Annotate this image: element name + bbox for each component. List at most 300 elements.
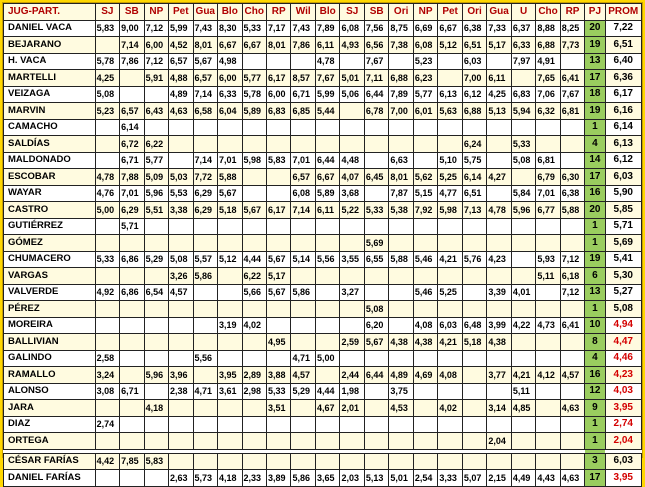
average-cell: 5,41 [605,251,641,268]
rating-cell: 5,94 [511,103,535,120]
player-name: ORTEGA [4,433,96,450]
table-row [4,470,642,487]
rating-cell: 7,33 [487,20,511,37]
rating-cell [169,119,193,136]
rating-cell [120,301,144,318]
rating-cell: 5,14 [291,251,315,268]
rating-cell: 7,06 [536,86,560,103]
rating-cell: 2,89 [242,367,266,384]
rating-cell [169,136,193,153]
rating-cell [95,136,119,153]
rating-cell: 7,11 [364,70,388,87]
rating-cell: 5,99 [315,86,339,103]
rating-cell [144,268,168,285]
rating-cell: 6,11 [487,70,511,87]
rating-cell: 5,12 [438,37,462,54]
rating-cell [291,301,315,318]
rating-cell [438,268,462,285]
rating-cell: 5,67 [266,284,290,301]
rating-cell: 5,86 [193,268,217,285]
rating-cell: 4,52 [169,37,193,54]
average-cell: 4,46 [605,350,641,367]
average-cell: 5,85 [605,202,641,219]
rating-cell [340,235,364,252]
rating-cell [120,70,144,87]
rating-cell [144,301,168,318]
rating-cell: 2,44 [340,367,364,384]
rating-cell: 7,00 [389,103,413,120]
rating-cell: 5,33 [511,136,535,153]
rating-cell [291,119,315,136]
rating-cell [193,433,217,450]
rating-cell [95,268,119,285]
rating-cell: 5,91 [144,70,168,87]
player-name: GÓMEZ [4,235,96,252]
player-name: DANIEL FARÍAS [4,470,96,487]
rating-cell: 5,88 [218,169,242,186]
rating-cell: 6,81 [560,103,584,120]
rating-cell: 4,08 [413,317,437,334]
column-header-match: NP [144,4,168,21]
table-row [4,53,642,70]
rating-cell: 6,54 [144,284,168,301]
rating-cell: 4,95 [266,334,290,351]
rating-cell [144,218,168,235]
rating-cell: 3,65 [315,470,339,487]
table-row [4,20,642,37]
rating-cell [193,235,217,252]
rating-cell [413,136,437,153]
average-cell: 4,03 [605,383,641,400]
rating-cell: 3,55 [340,251,364,268]
rating-cell [560,334,584,351]
rating-cell: 4,57 [291,367,315,384]
table-row [4,383,642,400]
player-name: CÉSAR FARÍAS [4,453,96,470]
table-row [4,37,642,54]
rating-cell [438,416,462,433]
rating-cell: 2,03 [340,470,364,487]
rating-cell [291,53,315,70]
rating-cell: 4,25 [95,70,119,87]
column-header-match: Ori [462,4,486,21]
rating-cell [95,301,119,318]
rating-cell [315,433,339,450]
column-header-match: Gua [193,4,217,21]
rating-cell [193,416,217,433]
rating-cell [389,268,413,285]
table-row [4,218,642,235]
rating-cell: 5,13 [487,103,511,120]
rating-cell: 4,07 [340,169,364,186]
rating-cell [120,433,144,450]
average-cell: 5,30 [605,268,641,285]
rating-cell: 5,06 [340,86,364,103]
average-cell: 6,14 [605,119,641,136]
rating-cell [193,453,217,470]
rating-cell [95,119,119,136]
rating-cell [95,334,119,351]
rating-cell [462,268,486,285]
games-played-cell: 1 [585,119,605,136]
rating-cell: 4,67 [315,400,339,417]
rating-cell: 5,01 [340,70,364,87]
rating-cell: 5,38 [389,202,413,219]
rating-cell: 5,09 [144,169,168,186]
rating-cell [511,119,535,136]
rating-cell: 2,59 [340,334,364,351]
rating-cell: 5,67 [218,185,242,202]
rating-cell: 4,57 [560,367,584,384]
player-name: H. VACA [4,53,96,70]
player-name: MARVIN [4,103,96,120]
rating-cell: 5,23 [413,53,437,70]
rating-cell: 6,29 [193,185,217,202]
rating-cell [242,416,266,433]
rating-cell [560,416,584,433]
rating-cell [218,416,242,433]
rating-cell: 5,83 [95,20,119,37]
rating-cell [340,416,364,433]
rating-cell [536,218,560,235]
rating-cell [462,400,486,417]
rating-cell: 3,61 [218,383,242,400]
rating-cell [438,53,462,70]
rating-cell: 5,07 [462,470,486,487]
average-cell: 6,03 [605,169,641,186]
rating-cell: 7,65 [536,70,560,87]
table-row [4,169,642,186]
rating-cell: 6,88 [389,70,413,87]
rating-cell: 5,56 [193,350,217,367]
rating-cell [511,433,535,450]
rating-cell: 6,33 [218,86,242,103]
player-name: GUTIÉRREZ [4,218,96,235]
rating-cell: 2,58 [95,350,119,367]
table-row [4,202,642,219]
rating-cell [242,400,266,417]
rating-cell [364,119,388,136]
rating-cell: 4,43 [536,470,560,487]
rating-cell [438,453,462,470]
rating-cell: 4,23 [487,251,511,268]
rating-cell: 5,75 [462,152,486,169]
rating-cell: 5,33 [242,20,266,37]
average-cell: 3,95 [605,470,641,487]
rating-cell [120,400,144,417]
rating-cell: 6,71 [120,383,144,400]
rating-cell [193,334,217,351]
rating-cell: 7,12 [560,251,584,268]
rating-cell [340,317,364,334]
rating-cell: 5,03 [169,169,193,186]
average-cell: 6,36 [605,70,641,87]
games-played-cell: 10 [585,317,605,334]
rating-cell [266,119,290,136]
rating-cell: 6,12 [462,86,486,103]
player-name: BEJARANO [4,37,96,54]
rating-cell: 6,14 [120,119,144,136]
rating-cell: 7,13 [462,202,486,219]
rating-cell [462,119,486,136]
average-cell: 5,69 [605,235,641,252]
rating-cell: 5,57 [193,251,217,268]
rating-cell: 5,29 [291,383,315,400]
games-played-cell: 6 [585,268,605,285]
rating-cell [315,317,339,334]
rating-cell [193,119,217,136]
rating-cell: 4,38 [413,334,437,351]
rating-cell: 5,77 [144,152,168,169]
rating-cell [340,301,364,318]
rating-cell [315,218,339,235]
rating-cell [120,367,144,384]
column-header-match: Pet [438,4,462,21]
rating-cell: 4,21 [438,251,462,268]
rating-cell [266,218,290,235]
rating-cell [144,350,168,367]
rating-cell [560,301,584,318]
rating-cell: 4,21 [511,367,535,384]
rating-cell: 1,98 [340,383,364,400]
table-row [4,367,642,384]
games-played-cell: 19 [585,37,605,54]
rating-cell [462,235,486,252]
rating-cell [340,453,364,470]
rating-cell [315,119,339,136]
rating-cell: 5,08 [511,152,535,169]
table-row [4,433,642,450]
rating-cell [413,416,437,433]
rating-cell: 5,63 [438,103,462,120]
rating-cell [438,218,462,235]
rating-cell [144,470,168,487]
rating-cell: 4,44 [242,251,266,268]
rating-cell: 6,44 [364,86,388,103]
rating-cell [487,453,511,470]
rating-cell [462,416,486,433]
rating-cell [266,433,290,450]
rating-cell [95,235,119,252]
games-played-cell: 4 [585,136,605,153]
column-header-match: Cho [536,4,560,21]
rating-cell: 8,01 [389,169,413,186]
rating-cell [95,400,119,417]
rating-cell: 4,98 [218,53,242,70]
rating-cell: 6,23 [413,70,437,87]
rating-cell: 5,23 [95,103,119,120]
rating-cell: 5,77 [242,70,266,87]
rating-cell: 4,53 [389,400,413,417]
rating-cell [120,334,144,351]
rating-cell: 4,69 [413,367,437,384]
rating-cell: 5,51 [144,202,168,219]
rating-cell [487,136,511,153]
rating-cell: 5,25 [438,284,462,301]
rating-cell [438,383,462,400]
rating-cell [389,136,413,153]
rating-cell: 8,88 [536,20,560,37]
column-header-match: Wil [291,4,315,21]
rating-cell [389,218,413,235]
rating-cell [144,235,168,252]
rating-cell: 3,96 [169,367,193,384]
rating-cell: 6,88 [462,103,486,120]
rating-cell [340,136,364,153]
player-name: GALINDO [4,350,96,367]
rating-cell [389,317,413,334]
rating-cell [560,119,584,136]
rating-cell: 6,00 [266,86,290,103]
rating-cell: 4,78 [487,202,511,219]
rating-cell [413,119,437,136]
average-cell: 6,17 [605,86,641,103]
player-name: VARGAS [4,268,96,285]
rating-cell: 5,69 [364,235,388,252]
rating-cell: 7,72 [193,169,217,186]
rating-cell: 5,84 [511,185,535,202]
rating-cell [169,317,193,334]
rating-cell [487,268,511,285]
rating-cell [218,119,242,136]
rating-cell [511,70,535,87]
rating-cell [536,334,560,351]
rating-cell: 6,20 [364,317,388,334]
rating-cell: 2,98 [242,383,266,400]
rating-cell: 5,73 [193,470,217,487]
rating-cell: 6,86 [120,284,144,301]
rating-cell: 7,01 [120,185,144,202]
average-cell: 4,94 [605,317,641,334]
table-row [4,235,642,252]
rating-cell: 3,51 [266,400,290,417]
rating-cell: 6,72 [120,136,144,153]
rating-cell [218,400,242,417]
rating-cell: 4,38 [389,334,413,351]
column-header-match: SB [364,4,388,21]
player-name: ESCOBAR [4,169,96,186]
rating-cell: 4,49 [511,470,535,487]
rating-cell [242,235,266,252]
player-name: MARTELLI [4,70,96,87]
rating-cell: 7,14 [193,86,217,103]
rating-cell [487,185,511,202]
rating-cell: 5,56 [315,251,339,268]
table-row [4,152,642,169]
rating-cell [193,136,217,153]
rating-cell: 7,14 [120,37,144,54]
rating-cell: 7,14 [291,202,315,219]
column-header-player: JUG-PART. [4,4,96,21]
rating-cell: 5,00 [95,202,119,219]
average-cell: 5,27 [605,284,641,301]
rating-cell [487,119,511,136]
rating-cell [364,383,388,400]
games-played-cell: 14 [585,152,605,169]
games-played-cell: 17 [585,470,605,487]
rating-cell [315,301,339,318]
table-row [4,185,642,202]
rating-cell: 5,66 [242,284,266,301]
rating-cell: 6,55 [364,251,388,268]
rating-cell [511,251,535,268]
games-played-cell: 19 [585,251,605,268]
rating-cell: 5,01 [389,470,413,487]
rating-cell: 6,11 [315,202,339,219]
rating-cell [340,350,364,367]
rating-cell: 6,51 [462,37,486,54]
rating-cell: 7,86 [291,37,315,54]
rating-cell: 6,85 [291,103,315,120]
rating-cell: 4,18 [218,470,242,487]
rating-cell [364,185,388,202]
column-header-prom: PROM [605,4,641,21]
rating-cell [511,268,535,285]
average-cell: 6,16 [605,103,641,120]
rating-cell: 8,01 [266,37,290,54]
rating-cell [120,235,144,252]
rating-cell: 7,67 [315,70,339,87]
rating-cell: 2,74 [95,416,119,433]
rating-cell: 6,77 [536,202,560,219]
rating-cell: 5,25 [438,169,462,186]
rating-cell [389,453,413,470]
rating-cell: 4,12 [536,367,560,384]
rating-cell: 7,43 [193,20,217,37]
rating-cell [487,301,511,318]
rating-cell [266,136,290,153]
rating-cell: 5,46 [413,251,437,268]
rating-cell: 6,41 [560,70,584,87]
rating-cell: 2,04 [487,433,511,450]
games-played-cell: 16 [585,185,605,202]
rating-cell [413,383,437,400]
games-played-cell: 13 [585,53,605,70]
rating-cell: 9,00 [120,20,144,37]
rating-cell: 3,95 [218,367,242,384]
rating-cell [95,317,119,334]
rating-cell [487,53,511,70]
rating-cell [193,218,217,235]
rating-cell: 6,57 [169,53,193,70]
rating-cell: 6,01 [413,103,437,120]
rating-cell [364,416,388,433]
rating-cell: 5,08 [364,301,388,318]
rating-cell [218,433,242,450]
rating-cell: 6,57 [120,103,144,120]
rating-cell: 7,12 [144,20,168,37]
table-row [4,70,642,87]
rating-cell [536,433,560,450]
rating-cell [462,383,486,400]
rating-cell: 5,77 [413,86,437,103]
rating-cell [413,268,437,285]
column-header-match: Gua [487,4,511,21]
rating-cell [389,433,413,450]
column-header-match: Blo [315,4,339,21]
rating-cell: 7,87 [389,185,413,202]
rating-cell [438,119,462,136]
rating-cell [536,136,560,153]
rating-cell [218,268,242,285]
rating-cell: 6,57 [291,169,315,186]
rating-cell [389,119,413,136]
rating-cell: 4,02 [242,317,266,334]
rating-cell: 6,03 [462,53,486,70]
rating-cell: 3,77 [487,367,511,384]
rating-cell [144,119,168,136]
rating-cell: 4,78 [315,53,339,70]
